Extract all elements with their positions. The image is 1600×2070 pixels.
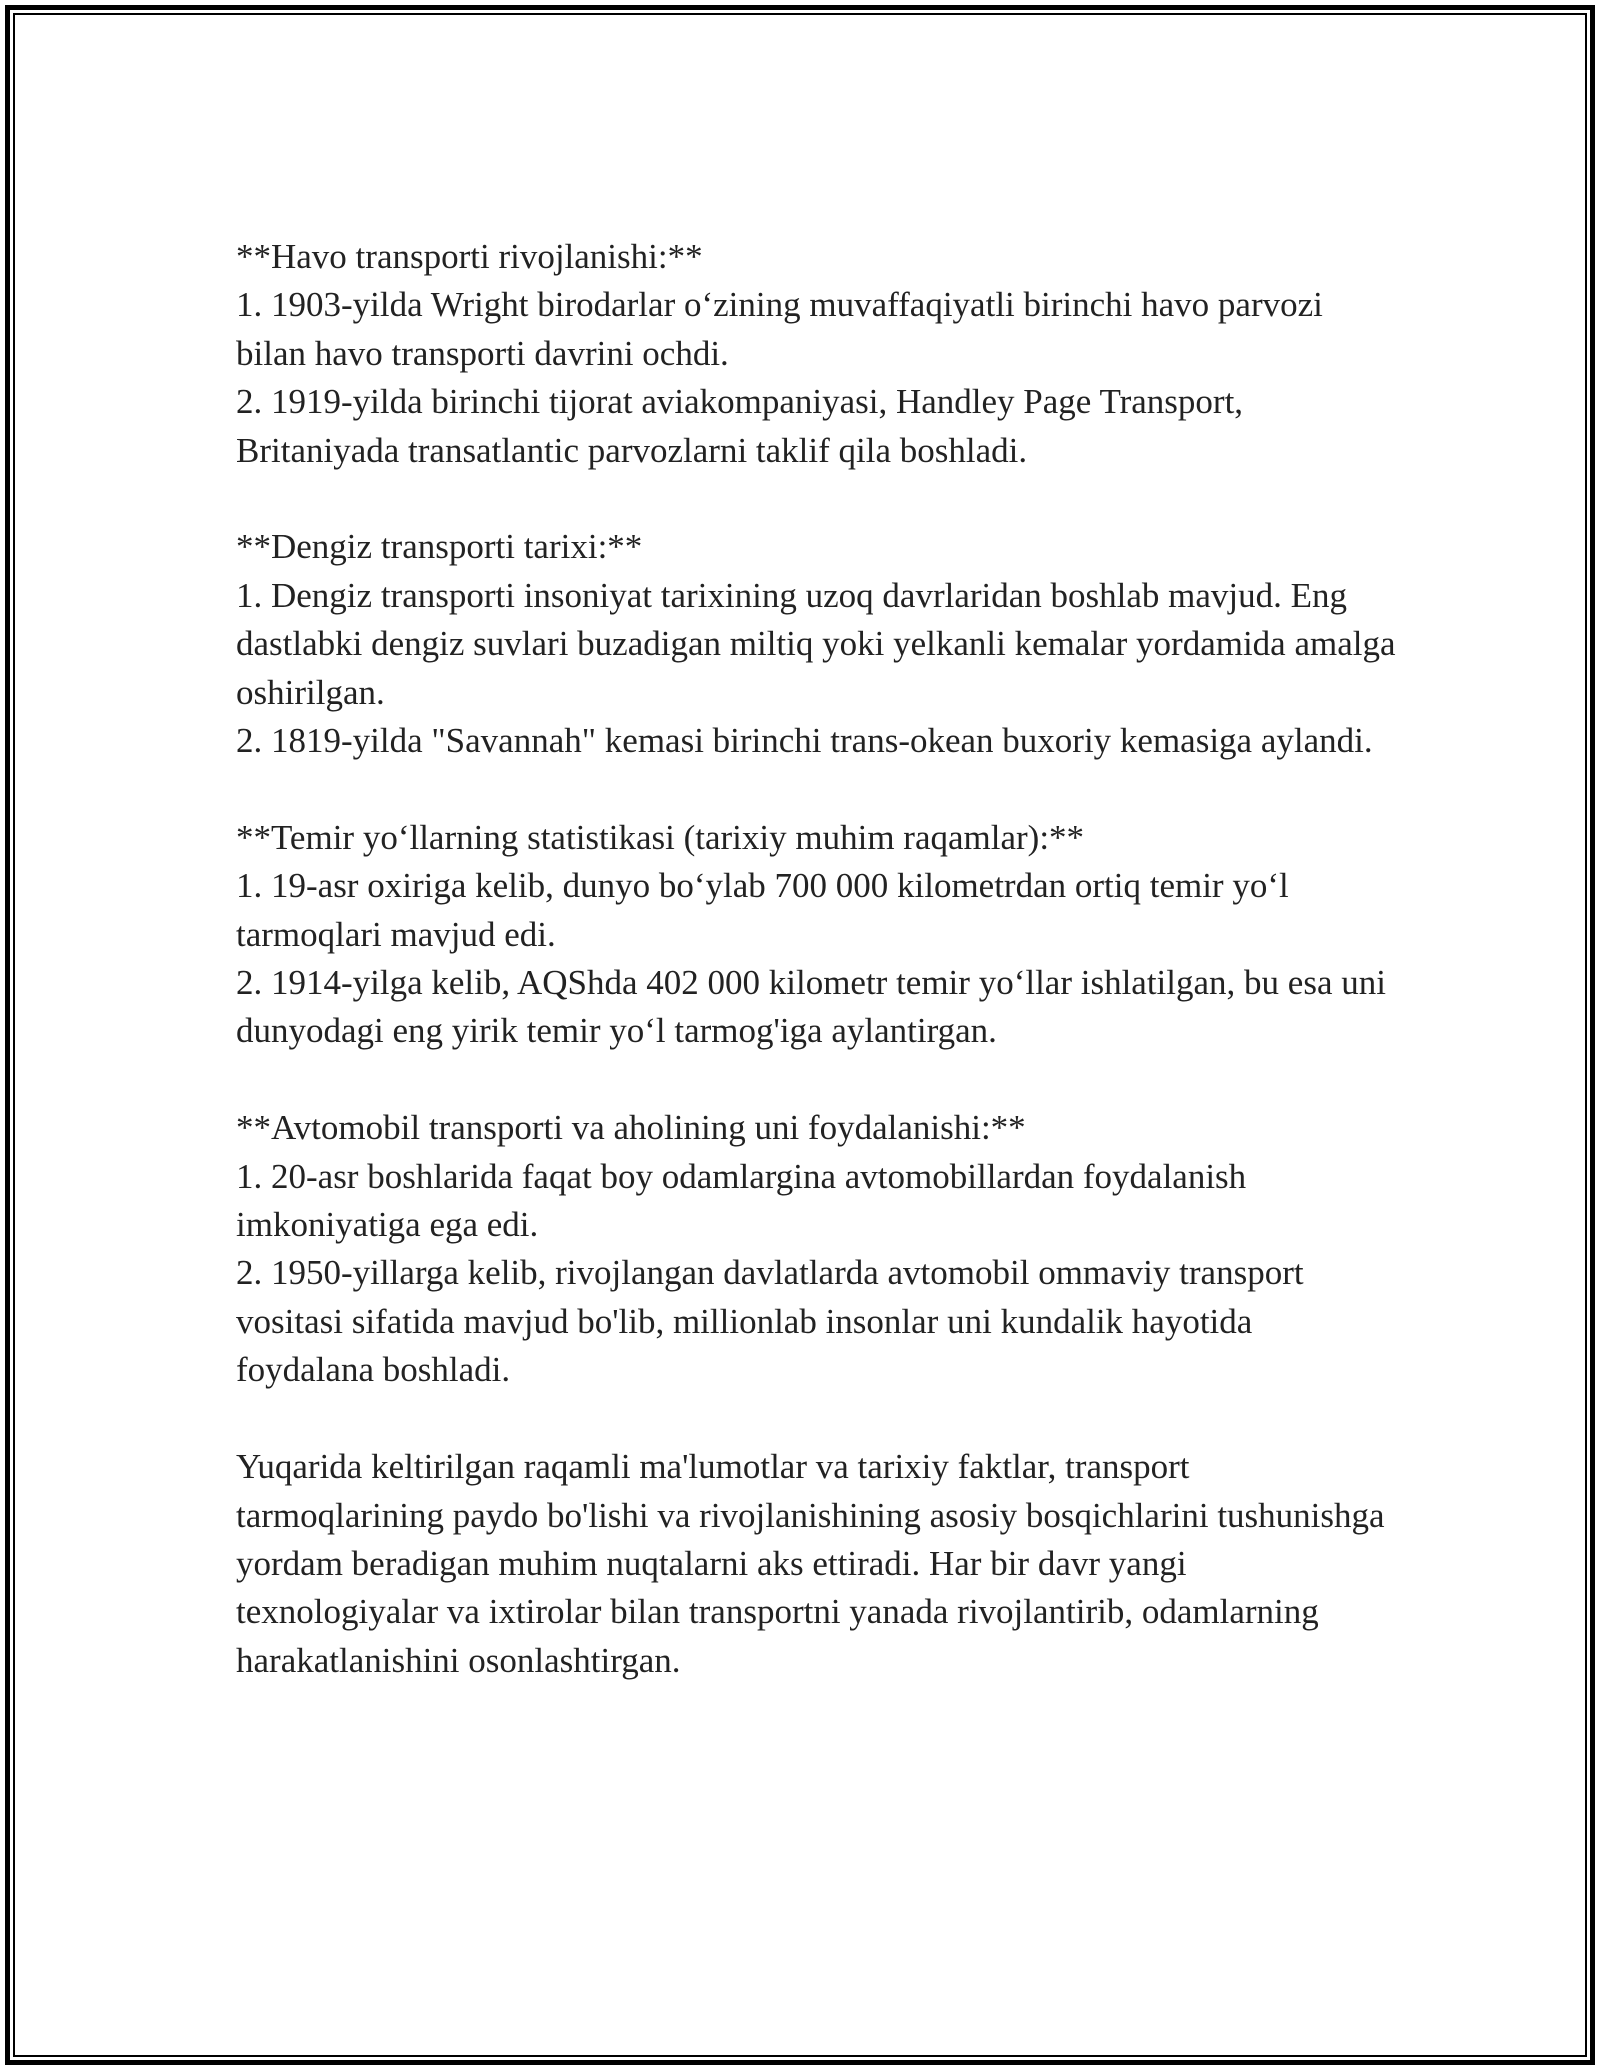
section-car-transport: [236, 1104, 1396, 1394]
section-sea-transport: [236, 523, 1405, 765]
section-heading: **Avtomobil transporti va aholining uni foydalanishi:**: [236, 1108, 1026, 1148]
section-heading: **Havo transporti rivojlanishi:**: [236, 237, 703, 276]
section-heading: **Temir yo‘llarning statistikasi (tarixiy muhim raqamlar):**: [236, 817, 1085, 857]
list-item: 2. 1919-yilda birinchi tijorat aviakompaniyasi, Handley Page Transport, Britaniyada transatlantic parvozlarni taklif qila boshladi.: [236, 382, 1252, 470]
section-air-transport: [236, 233, 1396, 475]
list-item: 2. 1819-yilda "Savannah" kemasi birinchi trans-okean buxoriy kemasiga aylandi.: [236, 721, 1373, 761]
section-heading: **Dengiz transporti tarixi:**: [236, 527, 643, 567]
section-railway-statistics: [236, 814, 1396, 1056]
list-item: 1. Dengiz transporti insoniyat tarixining uzoq davrlaridan boshlab mavjud. Eng dastlabki dengiz suvlari buzadigan miltiq yoki yelkanli kemalar yordamida amalga oshirilgan.: [236, 575, 1405, 712]
list-item: 1. 1903-yilda Wright birodarlar o‘zining muvaffaqiyatli birinchi havo parvozi bilan havo transporti davrini ochdi.: [236, 285, 1332, 373]
list-item: 1. 20-asr boshlarida faqat boy odamlargina avtomobillardan foydalanish imkoniyatiga ega edi.: [236, 1156, 1255, 1245]
list-item: 2. 1914-yilga kelib, AQShda 402 000 kilometr temir yo‘llar ishlatilgan, bu esa uni dunyodagi eng yirik temir yo‘l tarmog'iga aylantirgan.: [236, 963, 1395, 1051]
document-body: [236, 233, 1405, 1685]
conclusion-paragraph: Yuqarida keltirilgan raqamli ma'lumotlar va tarixiy faktlar, transport tarmoqlarining paydo bo'lishi va rivojlanishining asosiy bosqichlarini tushunishga yordam beradigan muhim nuqtalarni aks ettiradi. Har bir davr yangi texnologiyalar va ixtirolar bilan transportni yanada rivojlantirib, odamlarning harakatlanishini osonlashtirgan.: [236, 1447, 1385, 1680]
list-item: 1. 19-asr oxiriga kelib, dunyo bo‘ylab 700 000 kilometrdan ortiq temir yo‘l tarmoqlari mavjud edi.: [236, 866, 1298, 954]
list-item: 2. 1950-yillarga kelib, rivojlangan davlatlarda avtomobil ommaviy transport vositasi sifatida mavjud bo'lib, millionlab insonlar uni kundalik hayotida foydalana boshladi.: [236, 1253, 1313, 1390]
